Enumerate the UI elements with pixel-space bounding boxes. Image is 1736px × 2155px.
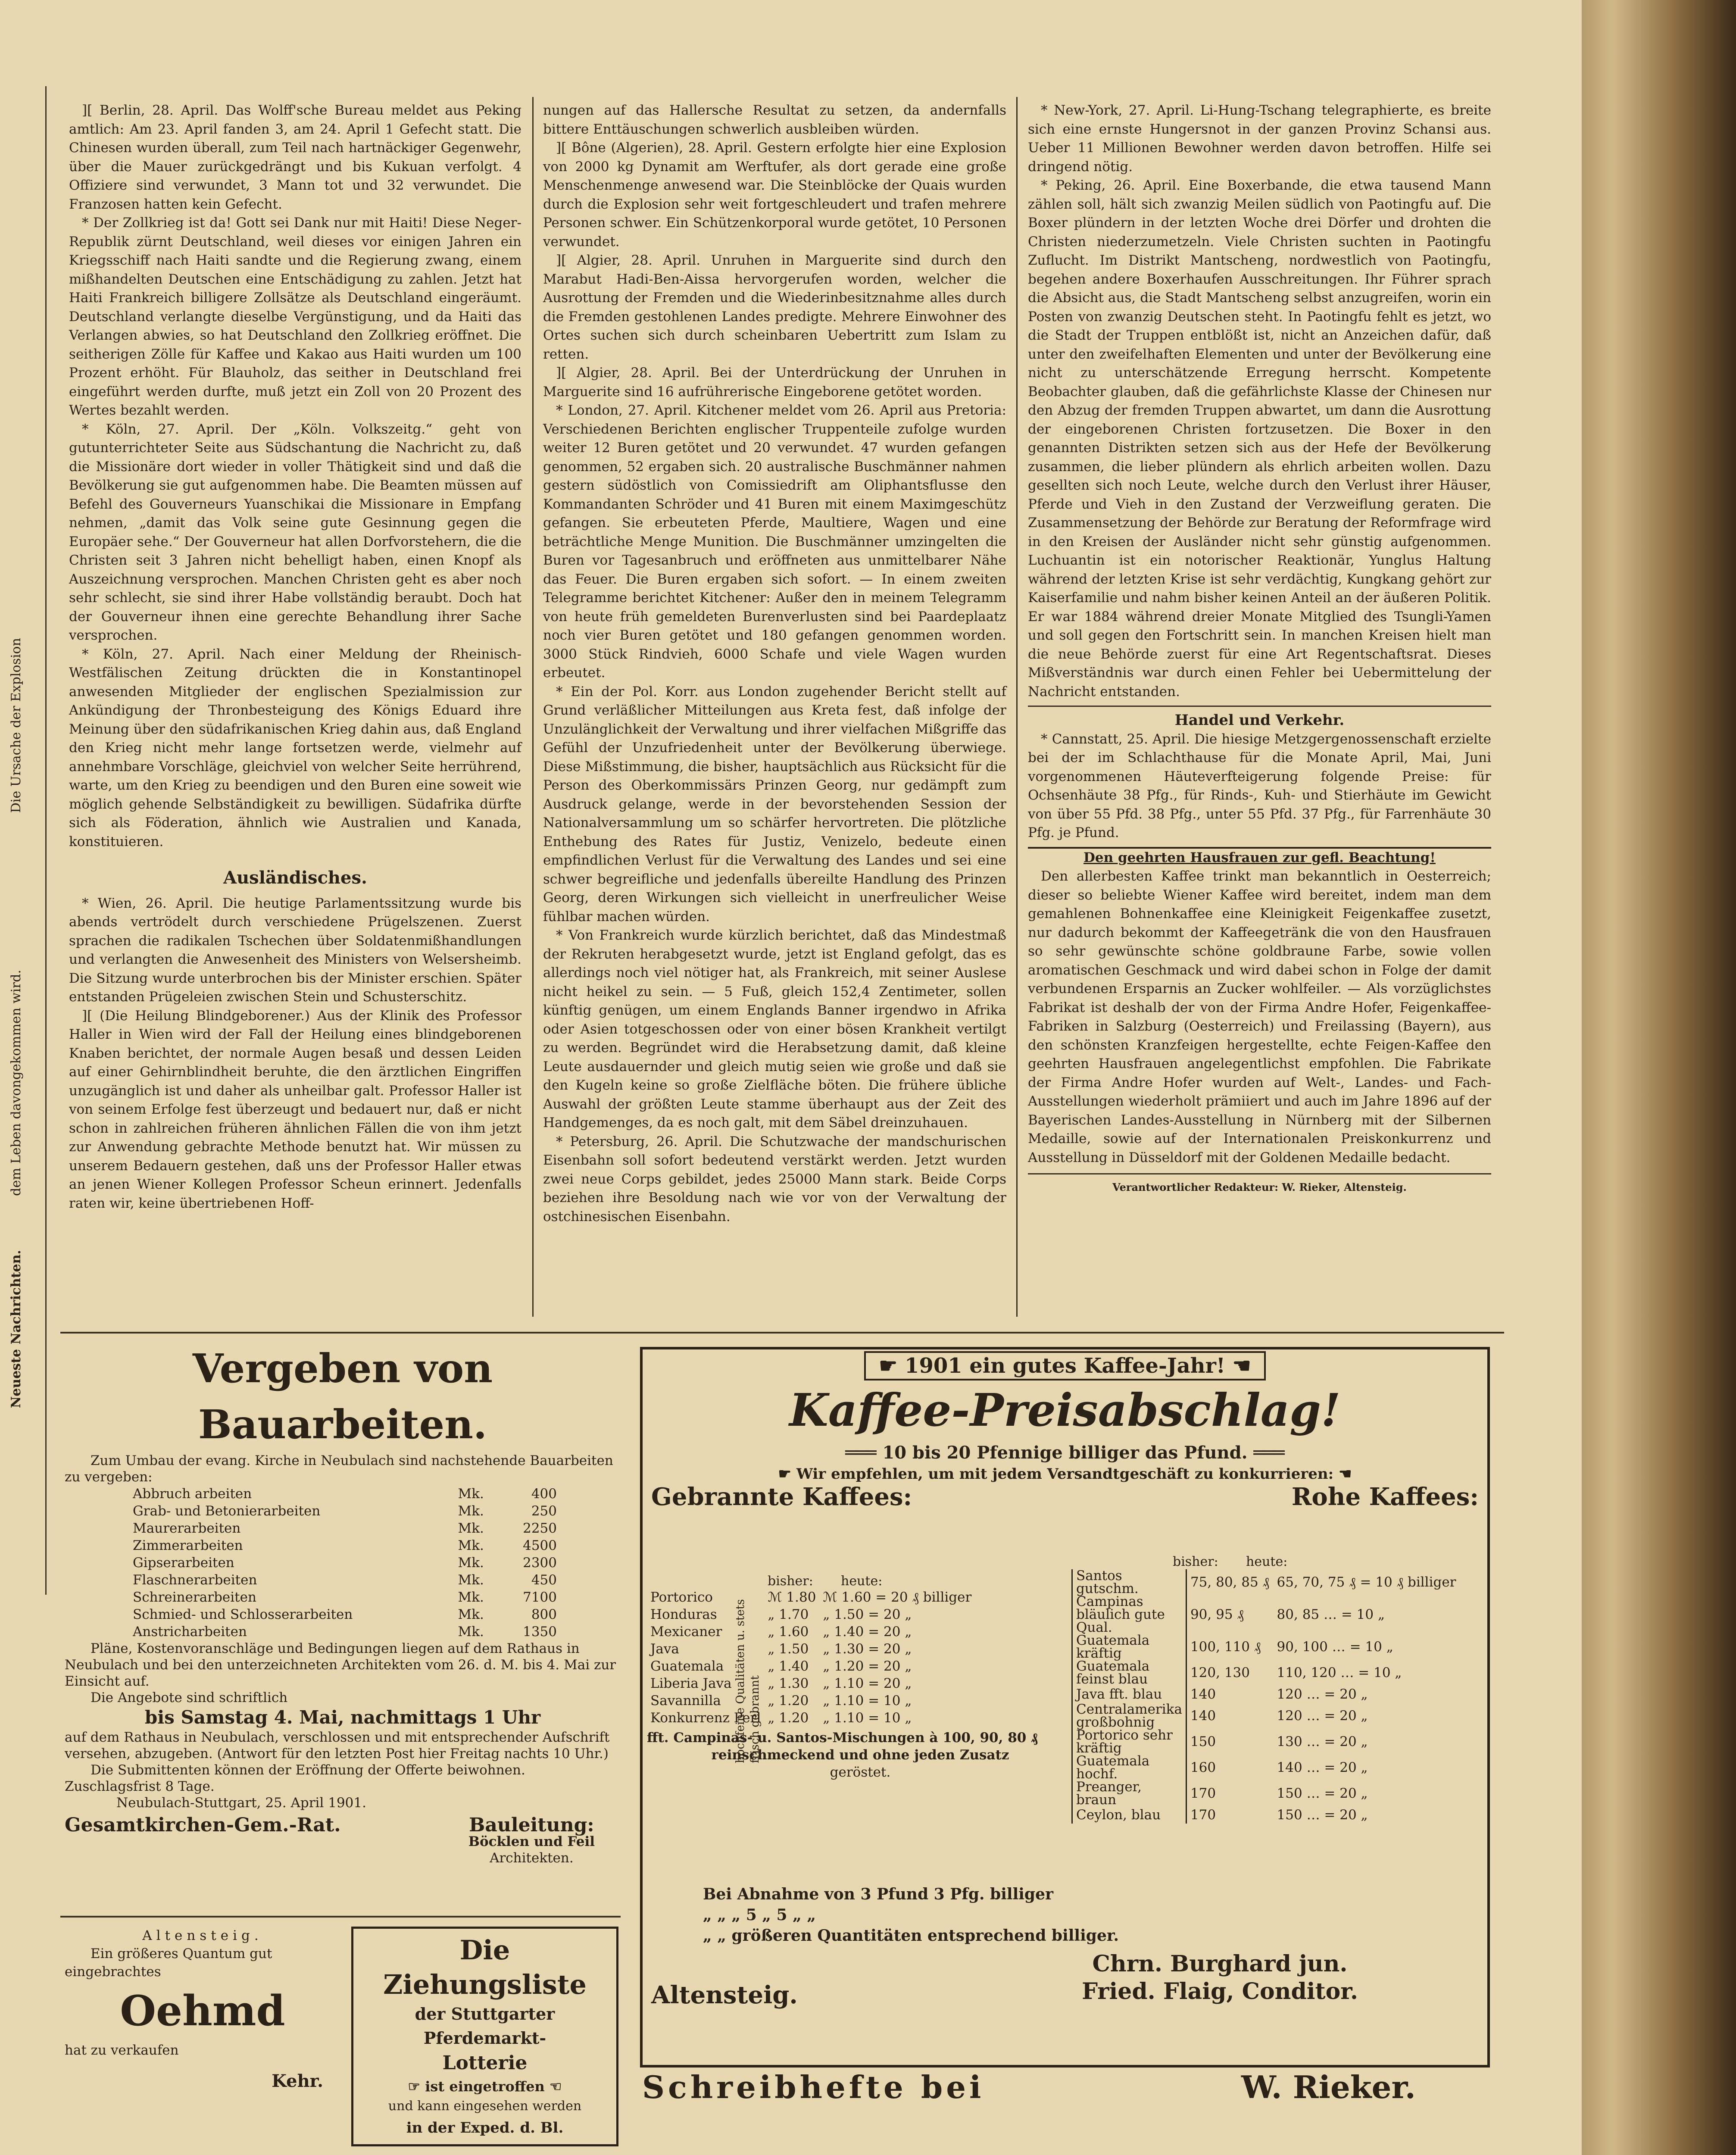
article-blindgeborene: ][ (Die Heilung Blindgeborener.) Aus der Klinik des Professor Haller in Wien wird der Fall der Heilung eines blindgeborenen Knaben berichtet, der normale Augen besaß und dessen Leiden auf einer Gehirnblindheit beruhte, die den ärztlichen Eingriffen unzugänglich ist und daher als unheilbar galt. Professor Haller ist von seinem Erfolge fest überzeugt und bedauert nur, daß er nicht schon in zahlreichen früheren ähnlichen Fällen die von ihm jetzt zur Anwendung gebrachte Methode benutzt hat. Wir müssen zu unserem Bedauern gestehen, daß uns der Professor Haller etwas an jenen Wiener Kollegen Professor Scheun erinnert. Jedenfalls raten wir, keine übertriebenen Hoff-: [69, 1008, 521, 1211]
section-heading-handel: Handel und Verkehr.: [1174, 712, 1345, 729]
table-row: Schreinerarbeiten Mk. 7100: [133, 1590, 557, 1605]
footer-schreibhefte: Schreibhefte bei: [642, 2069, 985, 2105]
side-strip-top: Die Ursache der Explosion: [9, 638, 24, 813]
article-wien: * Wien, 26. April. Die heutige Parlamentssitzung wurde bis abends vertrödelt durch verschiedene Prügelszenen. Zuerst sprachen die radikalen Tschechen über Soldatenmißhandlungen und verlangten die Anwesenheit des Ministers von Welsersheimb. Die Sitzung wurde unterbrochen bis der Minister erschien. Später entstanden Prügeleien zwischen Stein und Schusterschitz.: [69, 895, 521, 1005]
article-rekruten: * Von Frankreich wurde kürzlich berichtet, daß das Mindestmaß der Rekruten herabgesetzt wurde, jetzt ist England gefolgt, das es allerdings noch viel nötiger hat, als Frankreich, mit seiner Auslese nicht heikel zu sein. — 5 Fuß, gleich 152,4 Zentimeter, sollen künftig genügen, um einem Englands Banner irgendwo in Afrika oder Asien totgeschossen oder von einer bösen Krankheit vertilgt zu werden. Begründet wird die Herabsetzung damit, daß kleine Leute ausdauernder und gleich mutig seien wie große und daß sie den Kugeln keine so große Zielfläche böten. Die frühere übliche Auswahl der größten Leute stamme überhaupt aus der Zeit des Handgemenges, da es noch galt, mit dem Säbel dreinzuhauen.: [543, 928, 1006, 1131]
ad-bau-text4: Die Submittenten können der Eröffnung der Offerte beiwohnen. Zuschlagsfrist 8 Tage.: [65, 1762, 525, 1794]
ad-kaffee-tagline-text: Wir empfehlen, um mit jedem Versandtgeschäft zu konkurrieren:: [796, 1465, 1334, 1483]
table-row: Abbruch arbeiten Mk. 400: [133, 1486, 557, 1502]
table-row: Portorico sehr kräftig 150 130 … = 20 „: [1072, 1729, 1460, 1755]
table-row: Maurerarbeiten Mk. 2250: [133, 1521, 557, 1536]
ad-oehmd-line1: Ein größeres Quantum gut eingebrachtes: [65, 1946, 272, 1980]
ad-bau-title: Vergeben von Bauarbeiten.: [192, 1345, 493, 1448]
article-petersburg: * Petersburg, 26. April. Die Schutzwache der mandschurischen Eisenbahn soll sofort bedeutend verstärkt werden. Jetzt wurden zwei neue Corps gebildet, jedes 25000 Mann stark. Beide Corps beziehen ihre Besoldung nach wie vor von der Verwaltung der ostchinesischen Eisenbahn.: [543, 1134, 1006, 1224]
table-row: Guatemala feinst blau 120, 130 110, 120 … = 10 „: [1072, 1660, 1460, 1686]
ad-kaffee-tagline: ☛ Wir empfehlen, um mit jedem Versandtgeschäft zu konkurrieren: ☚: [778, 1465, 1352, 1483]
table-row: Guatemala hochf. 160 140 … = 20 „: [1072, 1755, 1460, 1780]
article-london: * London, 27. April. Kitchener meldet vom 26. April aus Pretoria: Verschiedenen Berichten englischer Truppenteile zufolge wurden weiter 12 Buren getötet und 20 verwundet. 47 wurden gefangen genommen, 52 ergaben sich. 20 australische Buschmänner nahmen gestern südöstlich von Comissiedrift am Oliphantsflusse den Kommandanten Schröder und 41 Buren mit einem Maximgeschütz gefangen. Sie erbeuteten Pferde, Maultiere, Wagen und eine beträchtliche Menge Munition. Die Buschmänner umzingelten die Buren vor Tagesanbruch und eröffneten aus unmittelbarer Nähe das Feuer. Die Buren ergaben sich sofort. — In einem zweiten Telegramme berichtet Kitchener: Außer den in meinem Telegramm von heute früh gemeldeten Burenverlusten sind bei Paardeplaatz noch vier Buren getötet und 180 gefangen genommen worden. 3000 Stück Rindvieh, 6000 Schafe und viele Wagen wurden erbeutet.: [543, 403, 1006, 681]
column-rule-1: [532, 97, 534, 1317]
ad-kaffee-subtitle-text: 10 bis 20 Pfennige billiger das Pfund.: [882, 1443, 1248, 1463]
ad-bau-text1: Pläne, Kostenvoranschläge und Bedingungen liegen auf dem Rathaus in Neubulach und bei den unterzeichneten Architekten vom 26. d. M. bis 4. Mai zur Einsicht auf.: [65, 1641, 616, 1689]
ad-bau-signature-left: Gesamtkirchen-Gem.-Rat.: [65, 1814, 341, 1836]
article-berlin: ][ Berlin, 28. April. Das Wolff'sche Bureau meldet aus Peking amtlich: Am 23. April fanden 3, am 24. April 1 Gefecht statt. Die Chinesen wurden überall, zum Teil nach hartnäckiger Gegenwehr, über die Mauer zurückgedrängt und bis Kukuan verfolgt. 4 Offiziere sind verwundet, 3 Mann tot und 32 verwundet. Die Franzosen hatten kein Gefecht.: [69, 103, 521, 212]
ad-bau-place-date: Neubulach-Stuttgart, 25. April 1901.: [116, 1795, 366, 1811]
ad-bau-text2: Die Angebote sind schriftlich: [91, 1690, 288, 1705]
ad-kaffee-mix-2: reinschmeckend und ohne jeden Zusatz: [711, 1747, 1009, 1763]
article-bone: ][ Bône (Algerien), 28. April. Gestern erfolgte hier eine Explosion von 2000 kg Dynamit am Werftufer, als dort gerade eine große Menschenmenge anwesend war. Die Steinblöcke der Quais wurden durch die Explosion sehr weit fortgeschleudert und trafen mehrere Personen schwer. Ein Schützenkorporal wurde getötet, 10 Personen verwundet.: [543, 140, 1006, 250]
editor-rule: [1028, 1173, 1491, 1174]
ad-kaffee-bottom: [651, 1884, 1470, 2009]
ad-lotterie-line5: und kann eingesehen werden: [388, 2099, 582, 2114]
table-row: Honduras „ 1.70 „ 1.50 = 20 „: [650, 1607, 912, 1622]
ad-bauarbeiten: [65, 1340, 621, 1866]
ads-top-rule: [60, 1332, 1504, 1334]
ad-bau-text3: auf dem Rathaus in Neubulach, verschlossen und mit entsprechender Aufschrift versehen, abzugeben. (Antwort für den letzten Post hier Freitag nachts 10 Uhr.): [65, 1730, 610, 1761]
ad-kaffee-right-table: [1071, 1569, 1460, 1824]
ad-kaffee-city: Altensteig.: [651, 1981, 798, 2009]
ad-kaffee-discount-3: „ „ größeren Quantitäten entsprechend billiger.: [703, 1927, 1119, 1945]
ad-bau-intro: Zum Umbau der evang. Kirche in Neubulach sind nachstehende Bauarbeiten zu vergeben:: [65, 1453, 613, 1485]
ad-oehmd-line2: hat zu verkaufen: [65, 2043, 179, 2058]
ad-kaffee-title: Kaffee-Preisabschlag!: [789, 1384, 1341, 1437]
page-edge: [1582, 0, 1736, 2155]
table-row: Schmied- und Schlosserarbeiten Mk. 800: [133, 1607, 557, 1622]
ad-oehmd-name: Kehr.: [272, 2071, 323, 2091]
ad-lotterie-line6: in der Exped. d. Bl.: [406, 2119, 564, 2136]
ad-kaffee-right-col-bisher: bisher:: [1173, 1554, 1218, 1569]
ad-kaffee-subtitle: ═══ 10 bis 20 Pfennige billiger das Pfund. ═══: [845, 1443, 1285, 1463]
side-strip-rule: [45, 86, 47, 1595]
ad-bau-table: [129, 1485, 560, 1640]
notice-text: Den allerbesten Kaffee trinkt man bekanntlich in Oesterreich; dieser so beliebte Wiener Kaffee wird bereitet, indem man dem gemahlenen Bohnenkaffee eine Kleinigkeit Feigenkaffee zusetzt, nur dadurch bekommt der Kaffeegetränk die von den Hausfrauen so sehr gewünschte schöne goldbraune Farbe, sowie vollen aromatischen Geschmack und wird dabei schon in Folge der damit verbundenen Ersparnis an Zucker wohlfeiler. — Als vorzüglichstes Fabrikat ist deshalb der von der Firma Andre Hofer, Feigenkaffee-Fabriken in Salzburg (Oesterreich) und Freilassing (Bayern), aus den schönsten Kranzfeigen hergestellte, echte Feigen-Kaffee den geehrten Hausfrauen angelegentlichst empfohlen. Die Fabrikate der Firma Andre Hofer wurden auf Welt-, Landes- und Fach-Ausstellungen wiederholt prämiiert und auch im Jahre 1896 auf der Bayerischen Landes-Ausstellung in Nürnberg mit der Silbernen Medaille, sowie auf der Internationalen Preiskonkurrenz und Ausstellung in Düsseldorf mit der Goldenen Medaille bedacht.: [1028, 868, 1491, 1165]
table-row: Centralamerika großbohnig 140 120 … = 20 „: [1072, 1703, 1460, 1729]
article-algier-2: ][ Algier, 28. April. Bei der Unterdrückung der Unruhen in Marguerite sind 16 aufrührerische Eingeborene getötet worden.: [543, 365, 1006, 400]
table-row: Santos gutschm. 75, 80, 85 ₰ 65, 70, 75 ₰ = 10 ₰ billiger: [1072, 1569, 1460, 1595]
ad-kaffee-left-table: [647, 1589, 975, 1727]
table-row: Portorico ℳ 1.80 ℳ 1.60 = 20 ₰ billiger: [650, 1590, 972, 1605]
article-cannstatt: * Cannstatt, 25. April. Die hiesige Metzgergenossenschaft erzielte bei der im Schlachthause für die Monate April, Mai, Juni vorgenommenen Häuteverfteigerung folgende Preise: für Ochsenhäute 38 Pfg., für Rinds-, Kuh- und Stierhäute im Gewicht von über 55 Pfd. 38 Pfg., unter 55 Pfd. 37 Pfg., für Farrenhäute 30 Pfg. je Pfund.: [1028, 731, 1491, 840]
ad-kaffee-left-side-note: hochfeine Qualitäten u. stets frisch gebrannt: [734, 1599, 762, 1763]
article-koeln-2: * Köln, 27. April. Nach einer Meldung der Rheinisch-Westfälischen Zeitung drückten die in Konstantinopel anwesenden Mitglieder der englischen Spezialmission zur Ankündigung der Thronbesteigung des Königs Eduard ihre Meinung über den südafrikanischen Krieg dahin aus, daß England den Krieg nicht mehr lange fortsetzen werde, vielmehr auf annehmbare Vorschläge, gleichviel von welcher Seite herrührend, warte, um den Krieg zu beendigen und den Buren eine soweit wie möglich gehende Selbständigkeit zu bewilligen. Südafrika dürfte sich als Föderation, ähnlich wie Australien und Kanada, konstituieren.: [69, 646, 521, 850]
ad-lotterie-line2: der Stuttgarter Pferdemarkt-: [415, 2004, 555, 2048]
ad-bau-deadline: bis Samstag 4. Mai, nachmittags 1 Uhr: [144, 1707, 541, 1728]
footer-rieker: W. Rieker.: [1241, 2069, 1416, 2105]
table-row: Konkurrenz Perl „ 1.20 „ 1.10 = 10 „: [650, 1710, 912, 1726]
ad-kaffee: [640, 1347, 1490, 2068]
ad-kaffee-left-col-bisher: bisher:: [768, 1574, 813, 1589]
ad-kaffee-mix-1: fft. Campinas- u. Santos-Mischungen à 100, 90, 80 ₰: [647, 1730, 1038, 1746]
side-strip-bottom: Neueste Nachrichten.: [9, 1250, 24, 1409]
table-row: Ceylon, blau 170 150 … = 20 „: [1072, 1806, 1460, 1824]
table-row: Gipserarbeiten Mk. 2300: [133, 1555, 557, 1571]
notice-heading: Den geehrten Hausfrauen zur gefl. Beachtung!: [1083, 850, 1436, 865]
notice-box: [1028, 847, 1491, 1168]
ad-kaffee-seller-1: Chrn. Burghard jun.: [1092, 1951, 1348, 1977]
ad-bau-signature-right-2: Architekten.: [490, 1850, 574, 1866]
ad-lotterie-line3: Lotterie: [442, 2052, 528, 2074]
table-row: Grab- und Betonierarbeiten Mk. 250: [133, 1503, 557, 1519]
table-row: Liberia Java „ 1.30 „ 1.10 = 20 „: [650, 1676, 912, 1691]
ad-kaffee-banner: ☛ 1901 ein gutes Kaffee-Jahr! ☚: [864, 1351, 1265, 1380]
article-zollkrieg: * Der Zollkrieg ist da! Gott sei Dank nur mit Haiti! Diese Neger-Republik zürnt Deutschland, weil dieses vor einigen Jahren ein Kriegsschiff nach Haiti sandte und die Regierung zwang, einem mißhandelten Deutschen eine Entschädigung zu zahlen. Jetzt hat Haiti Frankreich billigere Zollsätze als Deutschland eingeräumt. Deutschland verlangte dieselbe Vergünstigung, und da Haiti das Verlangen abwies, so hat Deutschland den Zollkrieg eröffnet. Die seitherigen Zölle für Kaffee und Kakao aus Haiti wurden um 100 Prozent erhöht. Für Blauholz, das seither in Deutschland frei eingeführt werden durfte, muß jetzt ein Zoll von 20 Prozent des Wertes bezahlt werden.: [69, 215, 521, 418]
column-rule-2: [1016, 97, 1018, 1317]
ad-bau-signature-right-head: Bauleitung:: [469, 1814, 594, 1836]
table-row: Guatemala kräftig 100, 110 ₰ 90, 100 … = 10 „: [1072, 1634, 1460, 1660]
table-row: Zimmerarbeiten Mk. 4500: [133, 1538, 557, 1553]
ad-oehmd-title: Oehmd: [120, 1986, 285, 2035]
editor-line: Verantwortlicher Redakteur: W. Rieker, Altensteig.: [1112, 1181, 1407, 1193]
table-row: Java fft. blau 140 120 … = 20 „: [1072, 1686, 1460, 1703]
trade-rule: [1028, 706, 1491, 707]
table-row: Savannilla „ 1.20 „ 1.10 = 10 „: [650, 1693, 912, 1708]
table-row: Guatemala „ 1.40 „ 1.20 = 20 „: [650, 1658, 912, 1674]
table-row: Campinas bläulich gute Qual. 90, 95 ₰ 80, 85 … = 10 „: [1072, 1595, 1460, 1634]
ad-kaffee-discount-1: Bei Abnahme von 3 Pfund 3 Pfg. billiger: [703, 1885, 1053, 1903]
column-3: [1028, 101, 1491, 1197]
table-row: Anstricharbeiten Mk. 1350: [133, 1624, 557, 1640]
ad-kaffee-left-block: [647, 1574, 1074, 1781]
table-row: Mexicaner „ 1.60 „ 1.40 = 20 „: [650, 1624, 912, 1640]
ad-kaffee-right-block: [1071, 1554, 1481, 1824]
ad-kaffee-seller-2: Fried. Flaig, Conditor.: [1082, 1978, 1358, 2005]
article-hoff-cont: nungen auf das Hallersche Resultat zu setzen, da andernfalls bittere Enttäuschungen schwerlich ausbleiben würden.: [543, 103, 1006, 137]
column-1: [69, 101, 521, 1213]
ad-kaffee-right-head: Rohe Kaffees:: [1291, 1483, 1479, 1511]
ad-kaffee-left-col-heute: heute:: [841, 1574, 883, 1589]
ad-lotterie-line4-text: ist eingetroffen: [425, 2078, 545, 2095]
article-kreta: * Ein der Pol. Korr. aus London zugehender Bericht stellt auf Grund verläßlicher Mitteilungen aus Kreta fest, daß infolge der Unzulänglichkeit der Verwaltung und ihrer vielfachen Mißgriffe das Gefühl der Unzufriedenheit unter der Bevölkerung überwiege. Diese Mißstimmung, die bisher, hauptsächlich aus Rücksicht für die Person des Oberkommissärs Prinzen Georg, nur gedämpft zum Ausdruck gelange, werde in der bevorstehenden Session der Nationalversammlung um so schärfer hervortreten. Die plötzliche Enthebung des Rates für Justiz, Venizelo, bedeute einen empfindlichen Verlust für die Verwaltung des Landes und sei eine schwer begreifliche und jedenfalls übereilte Handlung des Prinzen Georg, deren Wirkungen sich vielleicht in unerfreulicher Weise fühlbar machen würden.: [543, 684, 1006, 924]
side-strip-mid: dem Leben davongekommen wird.: [9, 970, 24, 1196]
table-row: Flaschnerarbeiten Mk. 450: [133, 1572, 557, 1588]
ad-oehmd: [65, 1927, 340, 2090]
article-algier-1: ][ Algier, 28. April. Unruhen in Marguerite sind durch den Marabut Hadi-Ben-Aissa hervorgerufen worden, welcher die Ausrottung der Fremden und die Wiederinbesitznahme alles durch die Fremden gestohlenen Landes predigte. Mehrere Einwohner des Ortes suchen sich durch scheinbaren Uebertritt zum Islam zu retten.: [543, 253, 1006, 362]
ad-lotterie-line4: ☞ ist eingetroffen ☜: [408, 2078, 562, 2095]
ads-mid-rule: [60, 1916, 621, 1918]
column-2: [543, 101, 1006, 1226]
table-row: Preanger, braun 170 150 … = 20 „: [1072, 1780, 1460, 1806]
ad-lotterie: [351, 1927, 618, 2146]
ad-kaffee-banner-text: 1901 ein gutes Kaffee-Jahr!: [905, 1354, 1225, 1378]
ad-kaffee-discount-2: „ „ „ 5 „ 5 „ „: [703, 1906, 816, 1924]
article-peking: * Peking, 26. April. Eine Boxerbande, die etwa tausend Mann zählen soll, hält sich zwanzig Meilen südlich von Paotingfu auf. Die Boxer plündern in der letzten Woche drei Dörfer und drohten die Christen niederzumetzeln. Viele Christen suchten in Paotingfu Zuflucht. Im Distrikt Mantscheng, nordwestlich von Paotingfu, begehen andere Boxerhaufen Ausschreitungen. Ihr Führer sprach die Absicht aus, die Stadt Mantscheng selbst anzugreifen, worin ein Posten von zwanzig Deutschen steht. In Paotingfu fehlt es jetzt, wo die Stadt der Truppen entblößt ist, nicht an Anzeichen dafür, daß unter den zweifelhaften Elementen und unter der Bevölkerung eine nicht zu unterschätzende Erregung herrscht. Kompetente Beobachter glauben, daß die gefährlichste Klasse der Chinesen nur den Abzug der fremden Truppen abwartet, um dann die Ausrottung der eingeborenen Christen fortzusetzen. Die Boxer in den genannten Distrikten setzen sich aus der Hefe der Bevölkerung zusammen, die lieber plündern als ehrlich arbeiten wollen. Dazu gesellten sich noch Leute, welche durch den Verlust ihrer Häuser, Pferde und Vieh in den Zustand der Verzweiflung geraten. Die Zusammensetzung der Behörde zur Beratung der Reformfrage wird in den Kreisen der Ausländer nicht sehr günstig aufgenommen. Luchuantin ist ein notorischer Reaktionär, Yunglus Haltung während der letzten Krise ist sehr verdächtig, Kungkang gehört zur Kaiserfamilie und nahm bisher keinen Anteil an der äußeren Politik. Er war 1884 während dreier Monate Mitglied des Tsungli-Yamen und soll gegen den Fortschritt sein. In manchen Kreisen hielt man die neue Behörde zuerst für eine Art Regentschaftsrat. Dieses Mißverständnis war durch einen Fehler bei Uebermittelung der Nachricht entstanden.: [1028, 178, 1491, 700]
table-row: Java „ 1.50 „ 1.30 = 20 „: [650, 1641, 912, 1657]
article-new-york: * New-York, 27. April. Li-Hung-Tschang telegraphierte, es breite sich eine ernste Hungersnot in der ganzen Provinz Schansi aus. Ueber 11 Millionen Bewohner werden davon betroffen. Hilfe sei dringend nötig.: [1028, 103, 1491, 175]
ad-kaffee-mix-3: geröstet.: [830, 1765, 891, 1780]
section-heading-auslaendisches: Ausländisches.: [223, 868, 367, 888]
ad-kaffee-right-col-heute: heute:: [1246, 1554, 1288, 1569]
article-koeln-1: * Köln, 27. April. Der „Köln. Volkszeitg.“ geht von gutunterrichteter Seite aus Südschantung die Nachricht zu, daß die Missionäre dort wieder in voller Thätigkeit sind und daß die Bevölkerung sie gut aufgenommen habe. Die Beamten müssen auf Befehl des Gouverneurs Yuanschikai die Missionare in Empfang nehmen, „damit das Volk seine gute Gesinnung gegen die Europäer sehe.“ Der Gouverneur hat allen Dorfvorstehern, die die Christen seit 3 Jahren nicht behelligt haben, einen Knopf als Auszeichnung versprochen. Manchen Christen geht es aber noch sehr schlecht, sie sind ihrer Habe vollständig beraubt. Doch hat der Gouverneur ihnen eine gerechte Behandlung ihrer Sache versprochen.: [69, 421, 521, 643]
ad-bau-signature-right-1: Böcklen und Feil: [468, 1834, 595, 1849]
ad-lotterie-line1: Die Ziehungsliste: [383, 1934, 587, 2000]
ad-oehmd-place: Altensteig.: [142, 1928, 263, 1943]
ad-kaffee-left-head: Gebrannte Kaffees:: [651, 1483, 912, 1511]
